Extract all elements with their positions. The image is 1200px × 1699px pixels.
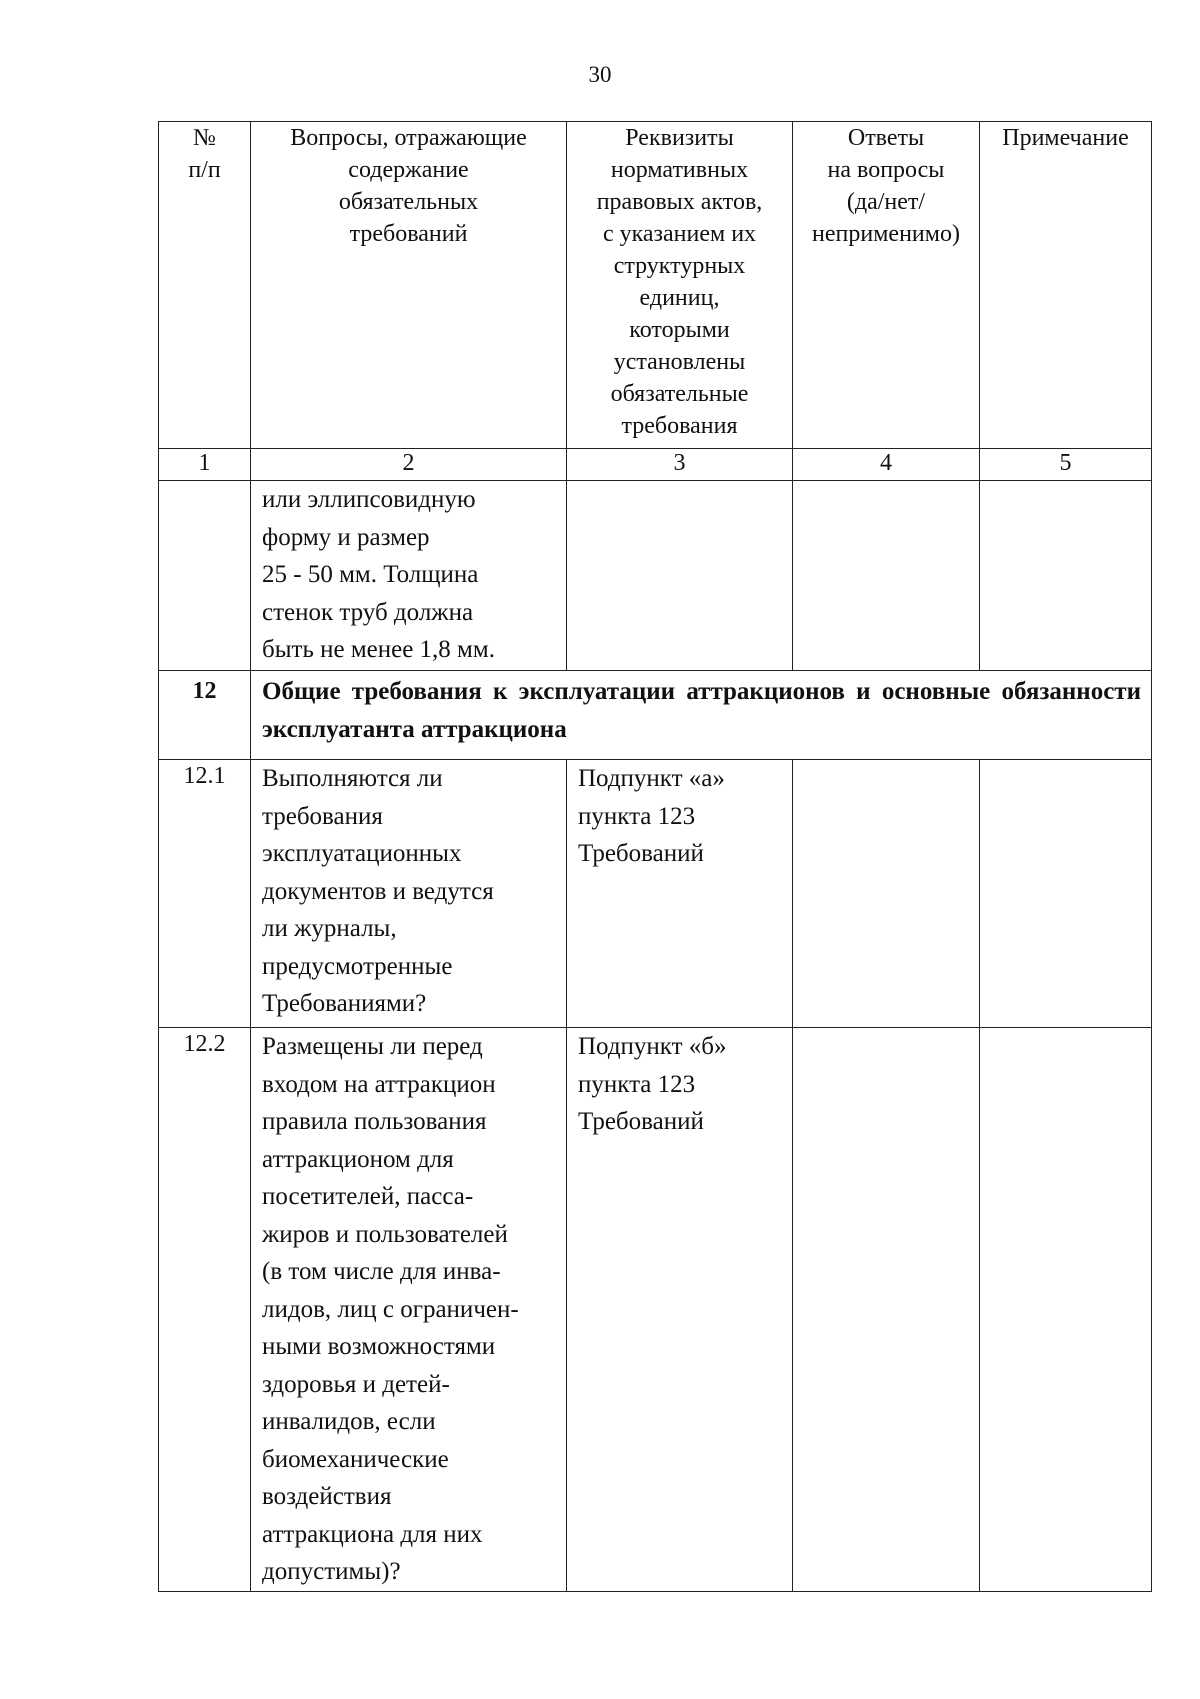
column-number: 1 <box>159 449 251 481</box>
text-line: жиров и пользователей <box>262 1220 508 1248</box>
header-questions <box>251 122 567 449</box>
column-number: 4 <box>793 449 980 481</box>
text-line: правила пользования <box>262 1108 487 1135</box>
text-line: структурных <box>613 253 746 279</box>
header-answers <box>793 122 980 449</box>
text-line: инвалидов, если <box>262 1408 436 1435</box>
text-line: правовых актов, <box>596 189 763 215</box>
text-line: посетителей, пасса- <box>262 1183 474 1210</box>
text-line: п/п <box>188 157 221 183</box>
question-cell <box>251 1028 567 1592</box>
text-line: (в том числе для инва- <box>262 1258 501 1285</box>
text-line: Подпункт «б» <box>578 1033 727 1060</box>
answer-cell <box>793 1028 980 1592</box>
text-line: предусмотренные <box>262 952 453 980</box>
checklist-table <box>158 121 1152 1592</box>
column-number: 3 <box>567 449 793 481</box>
header-note <box>980 122 1152 449</box>
text-line: с указанием их <box>602 221 757 247</box>
text-line: биомеханические <box>262 1445 449 1473</box>
header-number <box>159 122 251 449</box>
text-line: ли журналы, <box>262 915 397 942</box>
table-row <box>159 760 1152 1028</box>
answer-cell <box>793 481 980 671</box>
note-cell <box>980 1028 1152 1592</box>
text-line: Требований <box>578 840 704 867</box>
section-row <box>159 671 1152 760</box>
text-line: стенок труб должна <box>262 598 474 626</box>
text-line: требований <box>349 221 468 247</box>
page-number: 30 <box>588 62 612 87</box>
text-line: Требований <box>578 1108 704 1135</box>
table-row-continuation <box>159 481 1152 671</box>
question-cell <box>251 481 567 671</box>
text-line: обязательных <box>338 189 479 215</box>
text-line: обязательные <box>610 381 749 407</box>
text-line: форму и размер <box>262 523 430 551</box>
text-line: пункта 123 <box>578 802 696 830</box>
text-line: Размещены ли перед <box>262 1033 483 1060</box>
text-line: Подпункт «а» <box>578 765 725 792</box>
reference-cell <box>567 481 793 671</box>
text-line: входом на аттракцион <box>262 1070 496 1098</box>
section-number: 12 <box>159 671 251 760</box>
text-line: пункта 123 <box>578 1070 696 1098</box>
text-line: аттракциона для них <box>262 1520 483 1548</box>
text-line: нормативных <box>610 157 749 183</box>
header-row <box>159 122 1152 449</box>
text-line: которыми <box>629 317 730 343</box>
text-line: на вопросы <box>827 157 945 183</box>
note-cell <box>980 760 1152 1028</box>
column-number-row <box>159 449 1152 481</box>
table-row <box>159 1028 1152 1592</box>
text-line: аттракционом для <box>262 1145 454 1173</box>
question-cell <box>251 760 567 1028</box>
column-number: 2 <box>251 449 567 481</box>
text-line: требования <box>262 802 383 830</box>
row-number: 12.1 <box>159 760 251 1028</box>
text-line: воздействия <box>262 1483 392 1510</box>
text-line: (да/нет/ <box>846 189 926 215</box>
header-references <box>567 122 793 449</box>
note-cell <box>980 481 1152 671</box>
text-line: 25 - 50 мм. Толщина <box>262 561 479 588</box>
section-title: Общие требования к эксплуатации аттракционов и основные обязанности эксплуатанта аттракциона <box>251 671 1152 760</box>
text-line: Реквизиты <box>625 125 734 151</box>
text-line: лидов, лиц с ограничен- <box>262 1295 519 1323</box>
text-line: допустимы)? <box>262 1558 401 1585</box>
row-number: 12.2 <box>159 1028 251 1592</box>
text-line: Выполняются ли <box>262 765 443 792</box>
column-number: 5 <box>980 449 1152 481</box>
text-line: неприменимо) <box>812 221 960 247</box>
text-line: документов и ведутся <box>262 877 494 905</box>
text-line: Примечание <box>1002 125 1129 151</box>
text-line: № <box>193 125 216 151</box>
reference-cell <box>567 1028 793 1592</box>
answer-cell <box>793 760 980 1028</box>
text-line: быть не менее 1,8 мм. <box>262 636 495 663</box>
text-line: здоровья и детей- <box>262 1370 450 1398</box>
text-line: или эллипсовидную <box>262 486 476 513</box>
text-line: содержание <box>348 157 469 183</box>
text-line: единиц, <box>639 285 720 311</box>
text-line: эксплуатационных <box>262 840 462 867</box>
reference-cell <box>567 760 793 1028</box>
text-line: Ответы <box>847 125 925 151</box>
text-line: Требованиями? <box>262 990 427 1017</box>
text-line: установлены <box>613 349 746 375</box>
text-line: требования <box>621 413 738 439</box>
text-line: ными возможностями <box>262 1333 496 1360</box>
text-line: Вопросы, отражающие <box>290 125 527 151</box>
row-number-cell <box>159 481 251 671</box>
